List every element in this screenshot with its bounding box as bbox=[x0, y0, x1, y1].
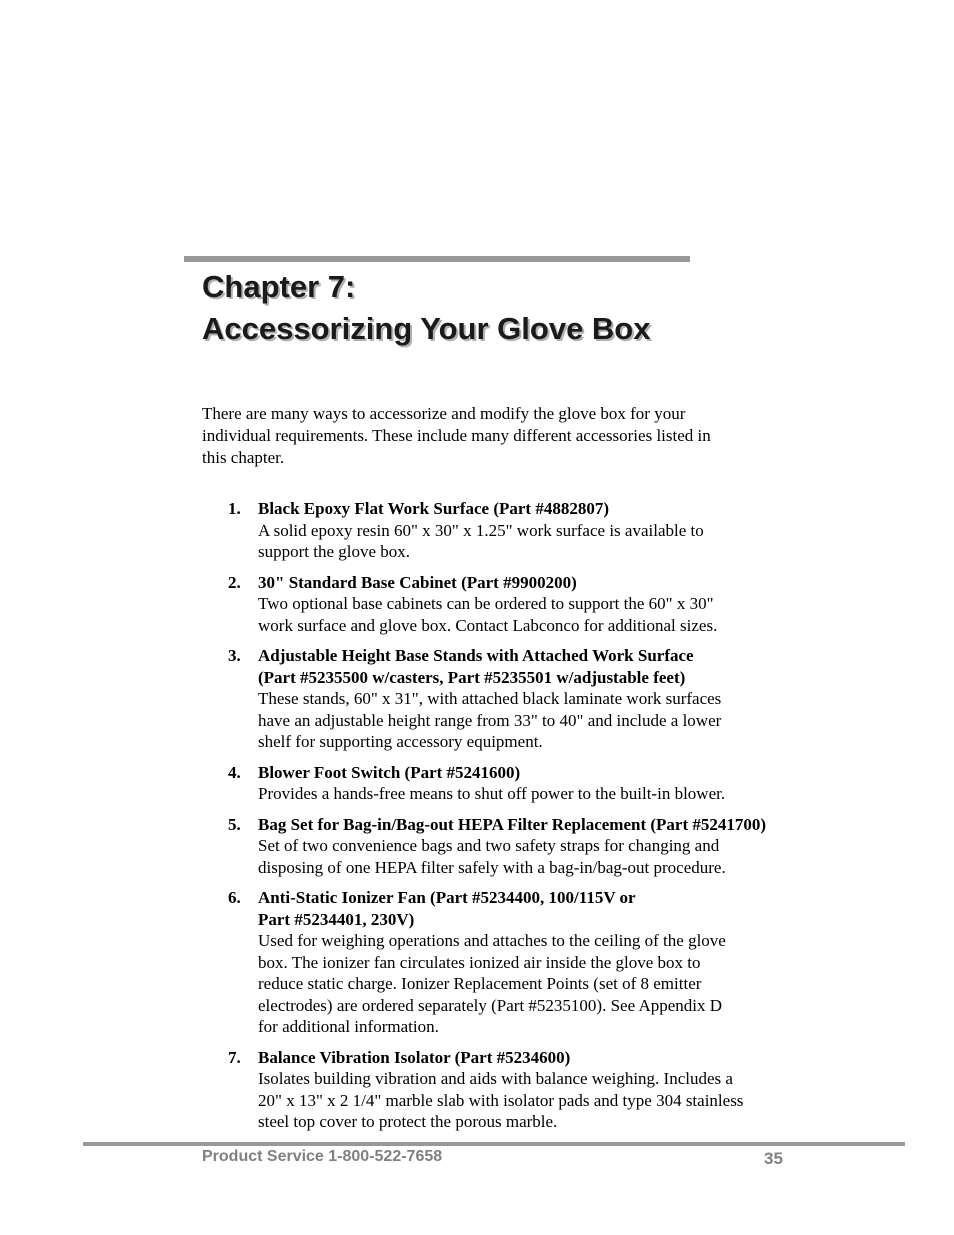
chapter-number: Chapter 7: bbox=[202, 269, 356, 304]
intro-line: There are many ways to accessorize and modify the glove box for your bbox=[202, 404, 686, 423]
accessory-description: Set of two convenience bags and two safety straps for changing and bbox=[258, 836, 720, 855]
accessory-item bbox=[228, 645, 848, 753]
accessory-title: Anti-Static Ionizer Fan (Part #5234400, 100/115V or bbox=[258, 888, 636, 907]
intro-line: individual requirements. These include many different accessories listed in bbox=[202, 426, 711, 445]
accessory-description: shelf for supporting accessory equipment. bbox=[258, 732, 543, 751]
accessory-title: Bag Set for Bag-in/Bag-out HEPA Filter Replacement (Part #5241700) bbox=[258, 814, 767, 834]
accessory-description: steel top cover to protect the porous marble. bbox=[258, 1112, 558, 1131]
accessory-item bbox=[228, 1047, 848, 1133]
accessory-title: (Part #5235500 w/casters, Part #5235501 w/adjustable feet) bbox=[258, 667, 686, 687]
accessory-title: 30" Standard Base Cabinet (Part #9900200) bbox=[258, 572, 577, 592]
accessory-item bbox=[228, 887, 848, 1038]
accessory-number: 5. bbox=[228, 814, 241, 834]
accessory-item bbox=[228, 762, 848, 805]
accessory-item bbox=[228, 814, 848, 879]
accessory-title: Adjustable Height Base Stands with Attached Work Surface bbox=[258, 646, 694, 665]
accessory-number: 2. bbox=[228, 572, 241, 592]
intro-line: this chapter. bbox=[202, 448, 285, 467]
accessories-list bbox=[228, 498, 848, 1142]
accessory-description: reduce static charge. Ionizer Replacement Points (set of 8 emitter bbox=[258, 974, 702, 993]
accessory-description: for additional information. bbox=[258, 1017, 439, 1036]
accessory-description: disposing of one HEPA filter safely with a bag-in/bag-out procedure. bbox=[258, 857, 726, 877]
accessory-title: Part #5234401, 230V) bbox=[258, 909, 415, 929]
accessory-title: Blower Foot Switch (Part #5241600) bbox=[258, 762, 521, 782]
accessory-title: Balance Vibration Isolator (Part #5234600) bbox=[258, 1047, 571, 1067]
accessory-description: Provides a hands-free means to shut off power to the built-in blower. bbox=[258, 784, 726, 803]
page-number: 35 bbox=[764, 1149, 783, 1168]
footer-product-service: Product Service 1-800-522-7658 bbox=[202, 1148, 443, 1165]
intro-paragraph bbox=[202, 403, 802, 469]
accessory-item bbox=[228, 572, 848, 637]
accessory-description: 20" x 13" x 2 1/4" marble slab with isolator pads and type 304 stainless bbox=[258, 1090, 744, 1110]
accessory-item bbox=[228, 498, 848, 563]
accessory-description: work surface and glove box. Contact Labconco for additional sizes. bbox=[258, 615, 718, 635]
accessory-title: Black Epoxy Flat Work Surface (Part #4882807) bbox=[258, 499, 609, 518]
accessory-number: 7. bbox=[228, 1047, 241, 1067]
accessory-number: 1. bbox=[228, 499, 241, 518]
accessory-number: 3. bbox=[228, 646, 241, 665]
accessory-description: electrodes) are ordered separately (Part #5235100). See Appendix D bbox=[258, 995, 723, 1015]
chapter-title bbox=[202, 266, 651, 350]
accessory-number: 4. bbox=[228, 762, 241, 782]
footer-rule bbox=[83, 1142, 905, 1146]
accessory-description: Two optional base cabinets can be ordered to support the 60" x 30" bbox=[258, 594, 714, 613]
accessory-description: box. The ionizer fan circulates ionized air inside the glove box to bbox=[258, 952, 701, 972]
accessory-description: Used for weighing operations and attaches to the ceiling of the glove bbox=[258, 931, 726, 950]
accessory-description: A solid epoxy resin 60" x 30" x 1.25" work surface is available to bbox=[258, 520, 704, 540]
accessory-description: support the glove box. bbox=[258, 542, 411, 561]
accessory-description: have an adjustable height range from 33" to 40" and include a lower bbox=[258, 710, 722, 730]
accessory-description: These stands, 60" x 31", with attached black laminate work surfaces bbox=[258, 689, 722, 708]
chapter-name: Accessorizing Your Glove Box bbox=[202, 311, 651, 346]
accessory-description: Isolates building vibration and aids with balance weighing. Includes a bbox=[258, 1069, 733, 1088]
accessory-number: 6. bbox=[228, 888, 241, 907]
chapter-top-rule bbox=[184, 256, 690, 262]
